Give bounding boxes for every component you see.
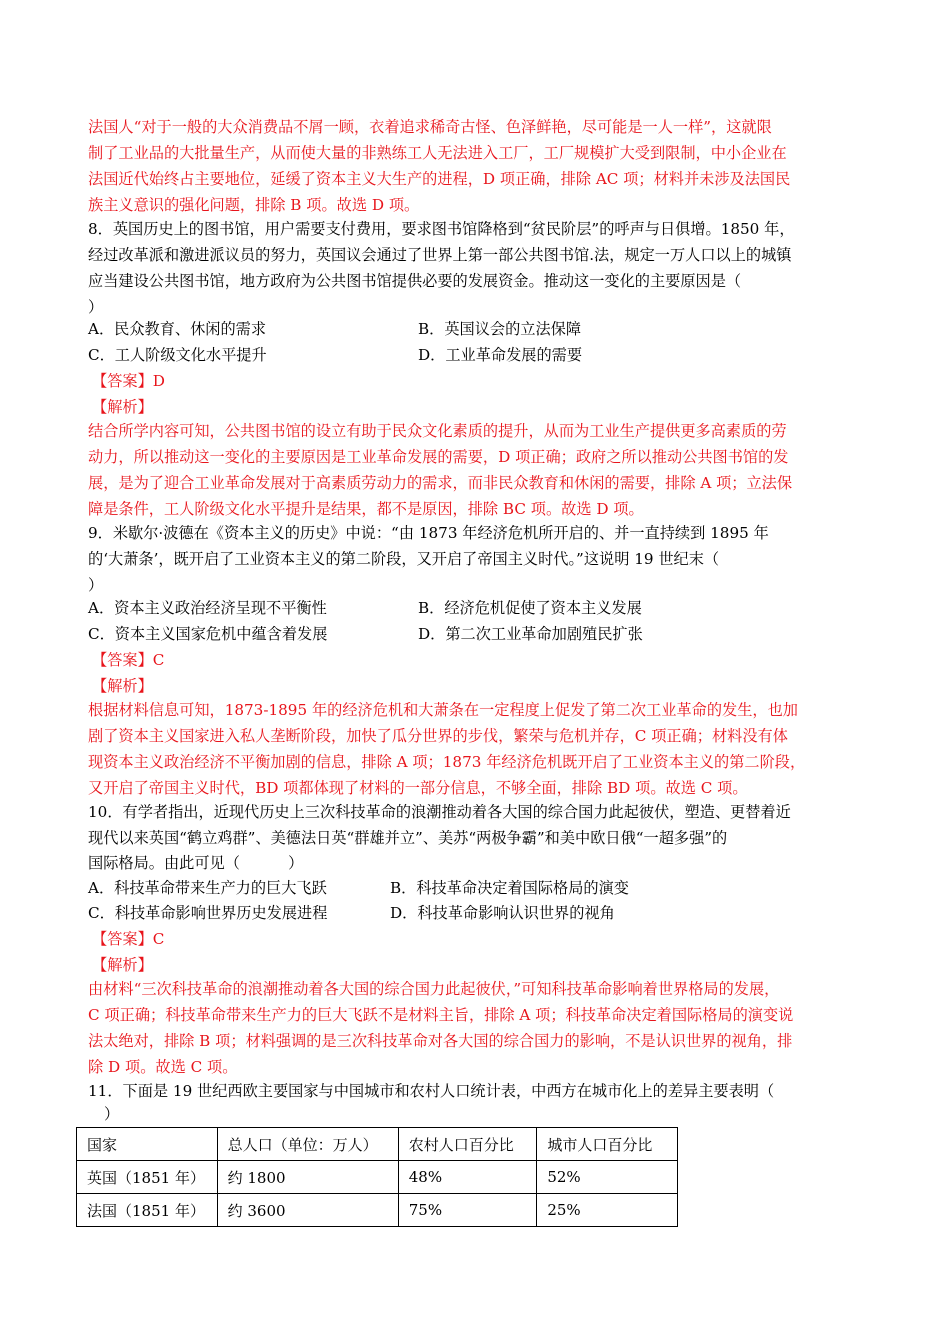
option-d: D．第二次工业革命加剧殖民扩张 — [418, 625, 643, 643]
question-text: 现代以来英国“鹤立鸡群”、美德法日英“群雄并立”、美苏“两极争霸”和美中欧日俄“一超多强”的 — [88, 829, 728, 847]
analysis-line: 除 D 项。故选 C 项。 — [88, 1058, 238, 1076]
answer-value: D — [152, 372, 165, 390]
option-d: D．科技革命影响认识世界的视角 — [390, 904, 615, 922]
analysis-line: 族主义意识的强化问题，排除 B 项。故选 D 项。 — [88, 196, 420, 214]
option-a: A．资本主义政治经济呈现不平衡性 — [88, 599, 327, 617]
option-c: C．工人阶级文化水平提升 — [88, 346, 267, 364]
analysis-line: 剧了资本主义国家进入私人垄断阶段，加快了瓜分世界的步伐，繁荣与危机并存，C 项正确；材料没有体 — [88, 727, 788, 745]
analysis-line: 由材料“三次科技革命的浪潮推动着各大国的综合国力此起彼伏，”可知科技革命影响着世界格局的发展， — [88, 980, 780, 998]
table-row — [77, 1161, 678, 1194]
answer-value: C — [152, 930, 165, 948]
question-text: 9．米歇尔·波德在《资本主义的历史》中说：“由 1873 年经济危机所开启的、并一直持续到 1895 年 — [88, 524, 769, 542]
answer-line — [92, 650, 164, 670]
analysis-tag: 【解析】 — [92, 398, 153, 416]
option-c: C．科技革命影响世界历史发展进程 — [88, 904, 328, 922]
analysis-line: 又开启了帝国主义时代，BD 项都体现了材料的一部分信息，不够全面，排除 BD 项。故选 C 项。 — [88, 779, 748, 797]
table-header-cell: 总人口（单位：万人） — [217, 1128, 398, 1161]
option-b: B．英国议会的立法保障 — [418, 320, 582, 338]
analysis-line: 法太绝对，排除 B 项；材料强调的是三次科技革命对各大国的综合国力的影响，不是认识世界的视角，排 — [88, 1032, 793, 1050]
question-text: 11．下面是 19 世纪西欧主要国家与中国城市和农村人口统计表，中西方在城市化上的差异主要表明（ — [88, 1082, 775, 1100]
option-a: A．科技革命带来生产力的巨大飞跃 — [88, 879, 327, 897]
answer-tag: 【答案】 — [92, 651, 153, 669]
answer-tag: 【答案】 — [92, 372, 153, 390]
question-text: ） — [88, 298, 104, 316]
analysis-line: 展，是为了迎合工业革命发展对于高素质劳动力的需求，而非民众教育和休闲的需要，排除 A 项；立法保 — [88, 474, 793, 492]
analysis-tag: 【解析】 — [92, 677, 153, 695]
table-cell: 英国（1851 年） — [77, 1161, 218, 1194]
question-text: 国际格局。由此可见（ ） — [88, 854, 304, 872]
analysis-line: C 项正确；科技革命带来生产力的巨大飞跃不是材料主旨，排除 A 项；科技革命决定着国际格局的演变说 — [88, 1006, 794, 1024]
option-b: B．科技革命决定着国际格局的演变 — [390, 879, 629, 897]
analysis-line: 现资本主义政治经济不平衡加剧的信息，排除 A 项；1873 年经济危机既开启了工业资本主义的第二阶段， — [88, 753, 806, 771]
question-text: 的‘大萧条’，既开启了工业资本主义的第二阶段，又开启了帝国主义时代。”这说明 19 世纪末（ — [88, 550, 720, 568]
analysis-line: 结合所学内容可知，公共图书馆的设立有助于民众文化素质的提升，从而为工业生产提供更多高素质的劳 — [88, 422, 787, 440]
table-cell: 法国（1851 年） — [77, 1194, 218, 1227]
option-a: A．民众教育、休闲的需求 — [88, 320, 267, 338]
table-cell: 约 3600 — [217, 1194, 398, 1227]
table-header-cell: 农村人口百分比 — [398, 1128, 537, 1161]
analysis-line: 法国人“对于一般的大众消费品不屑一顾，衣着追求稀奇古怪、色泽鲜艳，尽可能是一人一样”，这就限 — [88, 118, 772, 136]
table-cell: 48% — [398, 1161, 537, 1194]
analysis-line: 制了工业品的大批量生产，从而使大量的非熟练工人无法进入工厂，工厂规模扩大受到限制，中小企业在 — [88, 144, 787, 162]
table-header-cell: 国家 — [77, 1128, 218, 1161]
analysis-line: 动力，所以推动这一变化的主要原因是工业革命发展的需要，D 项正确；政府之所以推动公共图书馆的发 — [88, 448, 789, 466]
analysis-line: 根据材料信息可知，1873-1895 年的经济危机和大萧条在一定程度上促发了第二次工业革命的发生，也加 — [88, 701, 798, 719]
option-d: D．工业革命发展的需要 — [418, 346, 583, 364]
answer-value: C — [152, 651, 165, 669]
question-text: 经过改革派和激进派议员的努力，英国议会通过了世界上第一部公共图书馆.法，规定一万人口以上的城镇 — [88, 246, 792, 264]
analysis-line: 障是条件，工人阶级文化水平提升是结果，都不是原因，排除 BC 项。故选 D 项。 — [88, 500, 644, 518]
answer-tag: 【答案】 — [92, 930, 153, 948]
table-cell: 约 1800 — [217, 1161, 398, 1194]
option-c: C．资本主义国家危机中蕴含着发展 — [88, 625, 328, 643]
answer-line — [92, 929, 164, 949]
question-text: ） — [88, 576, 104, 594]
analysis-line: 法国近代始终占主要地位，延缓了资本主义大生产的进程，D 项正确，排除 AC 项；材料并未涉及法国民 — [88, 170, 791, 188]
table-cell: 75% — [398, 1194, 537, 1227]
question-text: 8．英国历史上的图书馆，用户需要支付费用，要求图书馆降格到“贫民阶层”的呼声与日俱增。1850 年， — [88, 220, 795, 238]
table-header-row — [77, 1128, 678, 1161]
option-b: B．经济危机促使了资本主义发展 — [418, 599, 642, 617]
table-header-cell: 城市人口百分比 — [537, 1128, 678, 1161]
table-cell: 52% — [537, 1161, 678, 1194]
answer-line — [92, 371, 165, 391]
table-row — [77, 1194, 678, 1227]
population-table — [76, 1127, 678, 1227]
analysis-tag: 【解析】 — [92, 956, 153, 974]
question-text: 应当建设公共图书馆，地方政府为公共图书馆提供必要的发展资金。推动这一变化的主要原因是（ — [88, 272, 742, 290]
question-text: ） — [104, 1105, 120, 1123]
table-cell: 25% — [537, 1194, 678, 1227]
question-text: 10．有学者指出，近现代历史上三次科技革命的浪潮推动着各大国的综合国力此起彼伏，塑造、更替着近 — [88, 803, 791, 821]
